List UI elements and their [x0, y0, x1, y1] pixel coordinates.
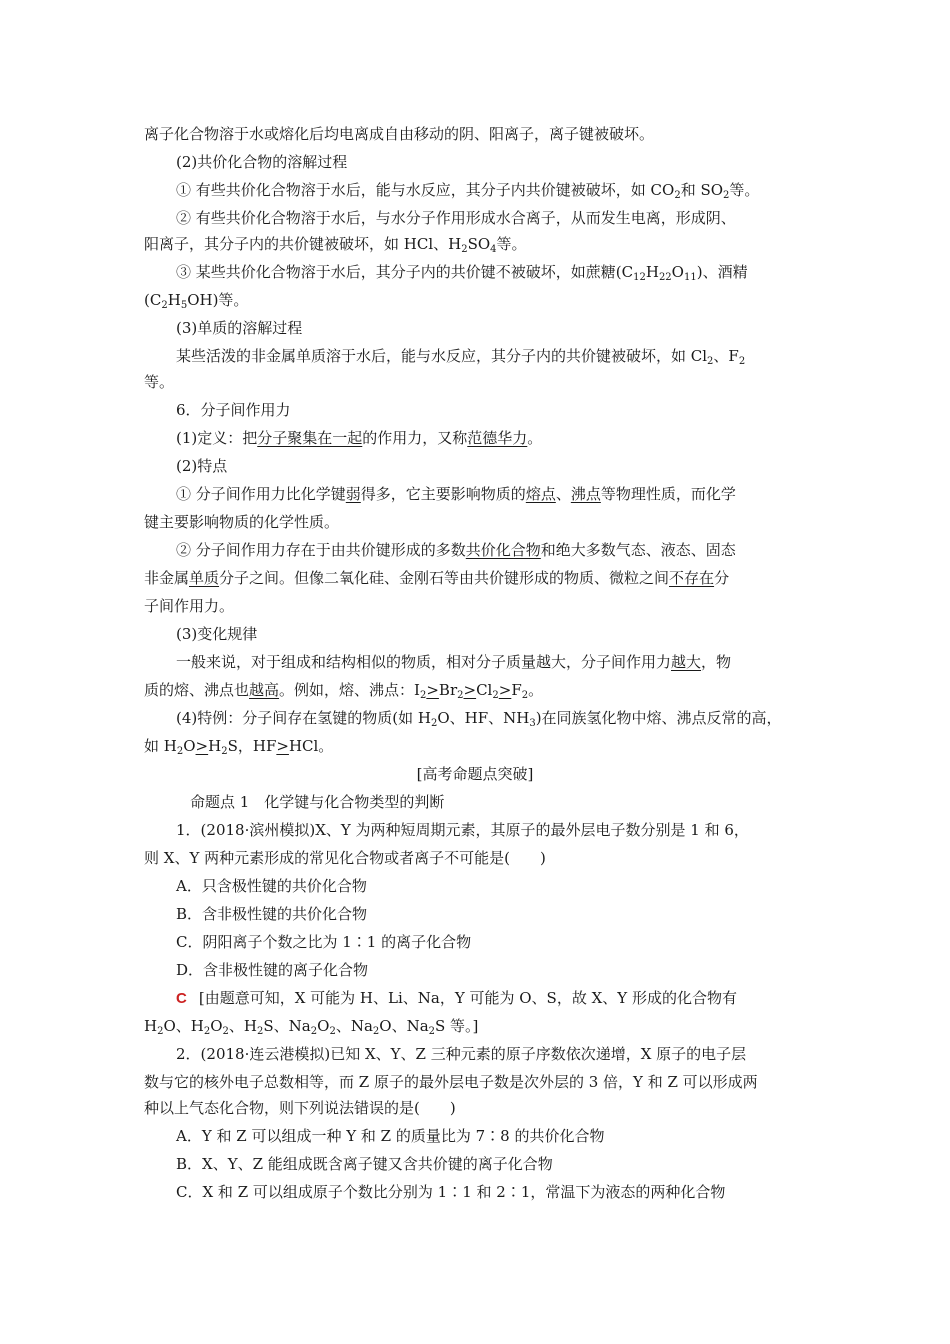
subscript: 2 — [161, 300, 168, 311]
text: 某些活泼的非金属单质溶于水后，能与水反应，其分子内的共价键被破坏，如 Cl — [176, 347, 708, 365]
text-line — [144, 568, 820, 588]
subscript: 2 — [674, 190, 681, 201]
text: 得多，它主要影响物质的 — [360, 485, 526, 503]
text-line — [176, 652, 820, 672]
section-title — [0, 764, 950, 784]
underlined-answer: > — [463, 681, 477, 699]
text: F — [511, 681, 522, 699]
underlined-answer: 单质 — [189, 569, 220, 587]
subscript: 4 — [490, 244, 497, 255]
text: 离子化合物溶于水或熔化后均电离成自由移动的阴、阳离子，离子键被破坏。 — [144, 125, 655, 143]
subscript: 2 — [492, 690, 499, 701]
text: ① 有些共价化合物溶于水后，能与水反应，其分子内共价键被破坏，如 CO — [176, 181, 675, 199]
text-line — [144, 234, 820, 254]
text: 的作用力，又称 — [362, 429, 468, 447]
text: Cl — [476, 681, 493, 699]
text: A．只含极性键的共价化合物 — [176, 877, 367, 895]
subscript: 3 — [529, 718, 536, 729]
subscript: 2 — [222, 1026, 229, 1037]
text-line — [144, 680, 820, 700]
text: (2)特点 — [176, 457, 228, 475]
text: 和 SO — [680, 181, 724, 199]
text: 数与它的核外电子总数相等，而 Z 原子的最外层电子数是次外层的 3 倍，Y 和 Z 可以形成两 — [144, 1073, 758, 1091]
underlined-answer: 越高 — [249, 681, 280, 699]
text: (2)共价化合物的溶解过程 — [176, 153, 348, 171]
answer-explanation — [144, 1016, 820, 1036]
text: 等。 — [496, 235, 527, 253]
text: 一般来说，对于组成和结构相似的物质，相对分子质量越大，分子间作用力 — [176, 653, 672, 671]
text: ② 有些共价化合物溶于水后，与水分子作用形成水合离子，从而发生电离，形成阴、 — [176, 209, 736, 227]
text-line — [144, 290, 820, 310]
underlined-answer: > — [498, 681, 512, 699]
text: 如 H — [144, 737, 177, 755]
text: 则 X、Y 两种元素形成的常见化合物或者离子不可能是( ) — [144, 849, 546, 867]
subscript: 5 — [180, 300, 188, 311]
text: 等。 — [144, 373, 175, 391]
text: HCl。 — [288, 737, 334, 755]
text: ，物 — [701, 653, 732, 671]
text: H — [167, 291, 181, 309]
underlined-answer: 共价化合物 — [465, 541, 541, 559]
text: 子间作用力。 — [144, 597, 235, 615]
text-line — [176, 708, 820, 728]
subscript: 12 — [633, 272, 646, 283]
subscript: 2 — [372, 1026, 380, 1037]
text: Br — [438, 681, 458, 699]
subscript: 2 — [428, 1026, 436, 1037]
subheading — [176, 624, 820, 644]
underlined-answer: 分子聚集在一起 — [257, 429, 363, 447]
text: 。 — [528, 681, 544, 699]
text-line — [144, 596, 820, 616]
option-c — [176, 1182, 820, 1202]
text: 2．(2018·连云港模拟)已知 X、Y、Z 三种元素的原子序数依次递增，X 原子的电子层 — [176, 1045, 747, 1063]
subscript: 11 — [683, 272, 697, 283]
option-a — [176, 876, 820, 896]
underlined-answer: > — [426, 681, 439, 699]
subscript: 2 — [221, 746, 228, 757]
text: 、 — [555, 485, 571, 503]
text-line — [176, 346, 820, 366]
option-a — [176, 1126, 820, 1146]
text: 分子之间。但像二氧化硅、金刚石等由共价键形成的物质、微粒之间 — [219, 569, 670, 587]
text: 等。 — [729, 181, 760, 199]
option-d — [176, 960, 820, 980]
text-line — [176, 428, 820, 448]
text-line — [144, 124, 820, 144]
text: 种以上气态化合物，则下列说法错误的是( ) — [144, 1099, 456, 1117]
underlined-answer: 越大 — [671, 653, 702, 671]
option-b — [176, 904, 820, 924]
subscript: 2 — [329, 1026, 336, 1037]
text: [由题意可知，X 可能为 H、Li、Na，Y 可能为 O、S，故 X、Y 形成的化合物有 — [198, 989, 737, 1007]
text: O — [317, 1017, 330, 1035]
text: 6．分子间作用力 — [176, 401, 291, 419]
question-stem — [176, 820, 820, 840]
text: ② 分子间作用力存在于由共价键形成的多数 — [176, 541, 466, 559]
text: D．含非极性键的离子化合物 — [176, 961, 369, 979]
subscript: 2 — [738, 356, 746, 367]
question-stem — [176, 1044, 820, 1064]
text: A．Y 和 Z 可以组成一种 Y 和 Z 的质量比为 7∶8 的共价化合物 — [176, 1127, 605, 1145]
underlined-answer: 范德华力 — [467, 429, 528, 447]
text: S 等。] — [435, 1017, 479, 1035]
question-stem — [144, 1072, 820, 1092]
subheading — [176, 152, 820, 172]
question-stem — [144, 1098, 820, 1118]
topic-heading — [190, 792, 820, 812]
subheading — [176, 456, 820, 476]
text: 、Na — [335, 1017, 373, 1035]
underlined-answer: > — [276, 737, 289, 755]
subheading — [176, 318, 820, 338]
text: (3)单质的溶解过程 — [176, 319, 303, 337]
text: 、H — [228, 1017, 258, 1035]
text: O、H — [163, 1017, 204, 1035]
subscript: 22 — [658, 272, 672, 283]
text-line — [176, 208, 820, 228]
underlined-answer: 弱 — [345, 485, 361, 503]
subscript: 2 — [723, 190, 730, 201]
text-line — [176, 540, 820, 560]
text: S，HF — [227, 737, 277, 755]
text: ③ 某些共价化合物溶于水后，其分子内的共价键不被破坏，如蔗糖(C — [176, 263, 634, 281]
subscript: 2 — [157, 1026, 164, 1037]
text: C．X 和 Z 可以组成原子个数比分别为 1∶1 和 2∶1，常温下为液态的两种化合物 — [176, 1183, 726, 1201]
text: 等物理性质，而化学 — [600, 485, 736, 503]
text-line — [144, 736, 820, 756]
text: ① 分子间作用力比化学键 — [176, 485, 346, 503]
text: 和绝大多数气态、液态、固态 — [540, 541, 736, 559]
text: H — [645, 263, 659, 281]
text: )、酒精 — [696, 263, 748, 281]
text: 键主要影响物质的化学性质。 — [144, 513, 340, 531]
text: B．X、Y、Z 能组成既含离子键又含共价键的离子化合物 — [176, 1155, 553, 1173]
text-line — [176, 180, 820, 200]
text-line — [144, 372, 820, 392]
text: SO — [467, 235, 491, 253]
subscript: 2 — [457, 690, 464, 701]
subscript: 2 — [707, 356, 714, 367]
text: (4)特例：分子间存在氢键的物质(如 H — [176, 709, 431, 727]
text: 。 — [527, 429, 543, 447]
text: 非金属 — [144, 569, 190, 587]
text: O、HF、NH — [437, 709, 530, 727]
subscript: 2 — [203, 1026, 211, 1037]
subscript: 2 — [461, 244, 468, 255]
underlined-answer: 熔点 — [525, 485, 556, 503]
subscript: 2 — [419, 690, 427, 701]
text: O — [671, 263, 684, 281]
text: (C — [144, 291, 162, 309]
text: )在同族氢化物中熔、沸点反常的高， — [535, 709, 782, 727]
text: H — [144, 1017, 158, 1035]
text: (3)变化规律 — [176, 625, 258, 643]
subscript: 2 — [430, 718, 438, 729]
text-line — [176, 262, 820, 282]
text: H — [208, 737, 222, 755]
underlined-answer: > — [195, 737, 209, 755]
text-line — [176, 484, 820, 504]
text: B．含非极性键的共价化合物 — [176, 905, 368, 923]
answer-letter: C — [176, 990, 187, 1007]
underlined-answer: 沸点 — [570, 485, 601, 503]
answer-explanation — [176, 988, 820, 1009]
text: O — [210, 1017, 223, 1035]
subscript: 2 — [257, 1026, 264, 1037]
text: 质的熔、沸点也 — [144, 681, 250, 699]
text: 1．(2018·滨州模拟)X、Y 为两种短周期元素，其原子的最外层电子数分别是 1 和 6， — [176, 821, 749, 839]
subscript: 2 — [310, 1026, 318, 1037]
underlined-answer: 不存在 — [669, 569, 715, 587]
text: 阳离子，其分子内的共价键被破坏，如 HCl、H — [144, 235, 462, 253]
text: OH)等。 — [187, 291, 249, 309]
text: S、Na — [263, 1017, 311, 1035]
text: 分 — [714, 569, 730, 587]
subscript: 2 — [521, 690, 529, 701]
text: 命题点 1 化学键与化合物类型的判断 — [190, 793, 445, 811]
text: 、F — [713, 347, 739, 365]
text: C．阴阳离子个数之比为 1∶1 的离子化合物 — [176, 933, 472, 951]
option-c — [176, 932, 820, 952]
text: O、Na — [379, 1017, 429, 1035]
section-heading — [176, 400, 820, 420]
text: (1)定义：把 — [176, 429, 258, 447]
option-b — [176, 1154, 820, 1174]
text: O — [183, 737, 196, 755]
text: 。例如，熔、沸点：I — [279, 681, 420, 699]
subscript: 2 — [176, 746, 184, 757]
text-line — [144, 512, 820, 532]
text: [高考命题点突破] — [416, 765, 534, 783]
question-stem — [144, 848, 820, 868]
